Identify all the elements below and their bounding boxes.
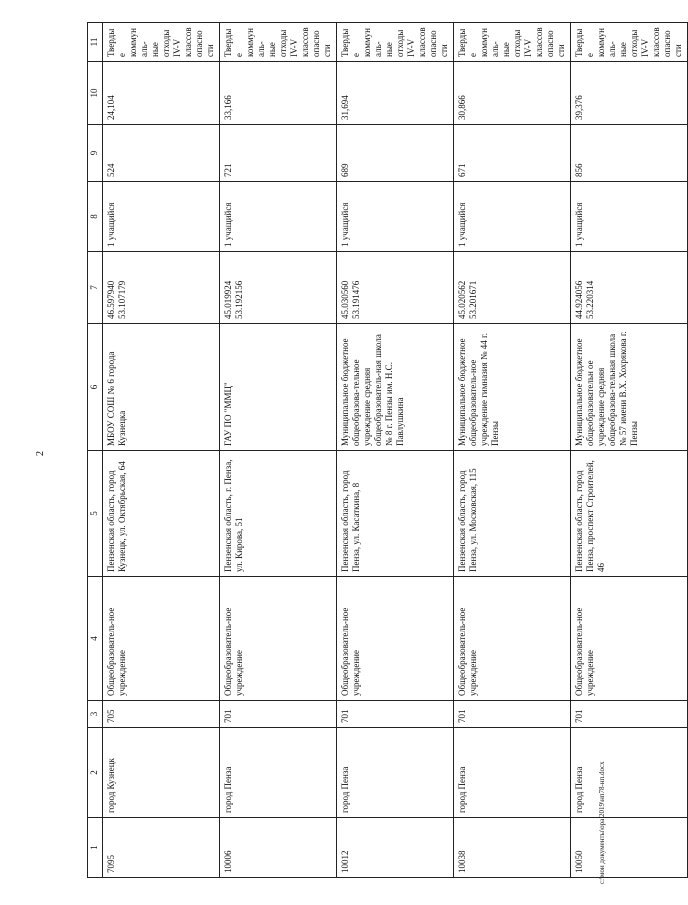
column-header: 10: [88, 62, 103, 125]
table-cell: 10038: [454, 818, 571, 878]
page-number: 2: [35, 451, 46, 456]
column-header: 4: [88, 577, 103, 701]
table-cell: Пензенская область, г. Пенза, ул. Кирова, 51: [220, 451, 337, 577]
table-cell: Общеобразователь-ное учреждение: [571, 577, 688, 701]
table-cell: 1 учащийся: [571, 182, 688, 252]
table-cell: 1 учащийся: [337, 182, 454, 252]
table-cell: 10006: [220, 818, 337, 878]
table-cell: Общеобразователь-ное учреждение: [220, 577, 337, 701]
table-cell: Общеобразователь-ное учреждение: [337, 577, 454, 701]
table-cell: город Пенза: [571, 728, 688, 818]
table-row: [571, 23, 688, 878]
table-cell: Твердые коммуналь-ные отходы IV-V классов опасности: [571, 23, 688, 62]
table-cell: 10012: [337, 818, 454, 878]
table-cell: ГАУ ПО "ММЦ": [220, 324, 337, 451]
table-cell: 1 учащийся: [103, 182, 220, 252]
table-cell: Муниципальное бюджетное общеобразовательн ое учреждение средняя общеобразова-тельная школа № 57 имени В.Х. Хохрякова г. Пензы: [571, 324, 688, 451]
column-header: 9: [88, 125, 103, 182]
table-cell: 31,694: [337, 62, 454, 125]
column-header: 5: [88, 451, 103, 577]
table-cell: 39,376: [571, 62, 688, 125]
table-cell: 705: [103, 701, 220, 728]
column-header: 6: [88, 324, 103, 451]
column-header: 11: [88, 23, 103, 62]
table-cell: Пензенская область, город Кузнецк, ул. Октябрьская, 64: [103, 451, 220, 577]
table-cell: 24,104: [103, 62, 220, 125]
column-header: 2: [88, 728, 103, 818]
column-header: 8: [88, 182, 103, 252]
table-row: [454, 23, 571, 878]
table-cell: 45.030560 53.191476: [337, 252, 454, 324]
table-cell: 30,866: [454, 62, 571, 125]
table-cell: 524: [103, 125, 220, 182]
table-cell: Твердые коммуналь-ные отходы IV-V классов опасности: [454, 23, 571, 62]
table-cell: 45.019924 53.192156: [220, 252, 337, 324]
table-cell: МБОУ СОШ № 6 города Кузнецка: [103, 324, 220, 451]
table-cell: Твердые коммуналь-ные отходы IV-V классов опасности: [220, 23, 337, 62]
table-cell: 721: [220, 125, 337, 182]
column-header: 3: [88, 701, 103, 728]
footer-file-path: c:\мои документы\ора 2019\нп78-нп.docx: [598, 761, 606, 884]
table-cell: 671: [454, 125, 571, 182]
table-cell: город Пенза: [220, 728, 337, 818]
table-cell: 44.924056 53.220314: [571, 252, 688, 324]
table-row: [337, 23, 454, 878]
table-cell: Пензенская область, город Пенза, ул. Московская, 115: [454, 451, 571, 577]
table-cell: 33,166: [220, 62, 337, 125]
table-cell: 701: [571, 701, 688, 728]
table-cell: 701: [220, 701, 337, 728]
table-cell: 45.020562 53.201671: [454, 252, 571, 324]
table-cell: Общеобразователь-ное учреждение: [454, 577, 571, 701]
column-header: 7: [88, 252, 103, 324]
table-cell: Общеобразователь-ное учреждение: [103, 577, 220, 701]
table-cell: Твердые коммуналь-ные отходы IV-V классов опасности: [103, 23, 220, 62]
table-row: [220, 23, 337, 878]
table-cell: Пензенская область, город Пенза, проспект Строителей, 46: [571, 451, 688, 577]
table-row: [103, 23, 220, 878]
table-cell: Муниципальное бюджетное общеобразователь-ное учреждение гимназия № 44 г. Пензы: [454, 324, 571, 451]
table-cell: город Кузнецк: [103, 728, 220, 818]
table-cell: 856: [571, 125, 688, 182]
table-cell: 10050: [571, 818, 688, 878]
column-header: 1: [88, 818, 103, 878]
table-cell: 46.597940 53.107179: [103, 252, 220, 324]
table-cell: Пензенская область, город Пенза, ул. Касаткина, 8: [337, 451, 454, 577]
table-cell: 689: [337, 125, 454, 182]
table-cell: город Пенза: [454, 728, 571, 818]
table-cell: 701: [337, 701, 454, 728]
table-cell: 1 учащийся: [454, 182, 571, 252]
table-cell: 701: [454, 701, 571, 728]
table-cell: 7095: [103, 818, 220, 878]
header-row: [88, 23, 103, 878]
table-cell: 1 учащийся: [220, 182, 337, 252]
table-cell: Муниципальное бюджетное общеобразова-тельное учреждение средняя общеобразователь-ная школа № 8 г. Пензы им. Н.С. Павлушкина: [337, 324, 454, 451]
table-cell: Твердые коммуналь-ные отходы IV-V классов опасности: [337, 23, 454, 62]
table-cell: город Пенза: [337, 728, 454, 818]
